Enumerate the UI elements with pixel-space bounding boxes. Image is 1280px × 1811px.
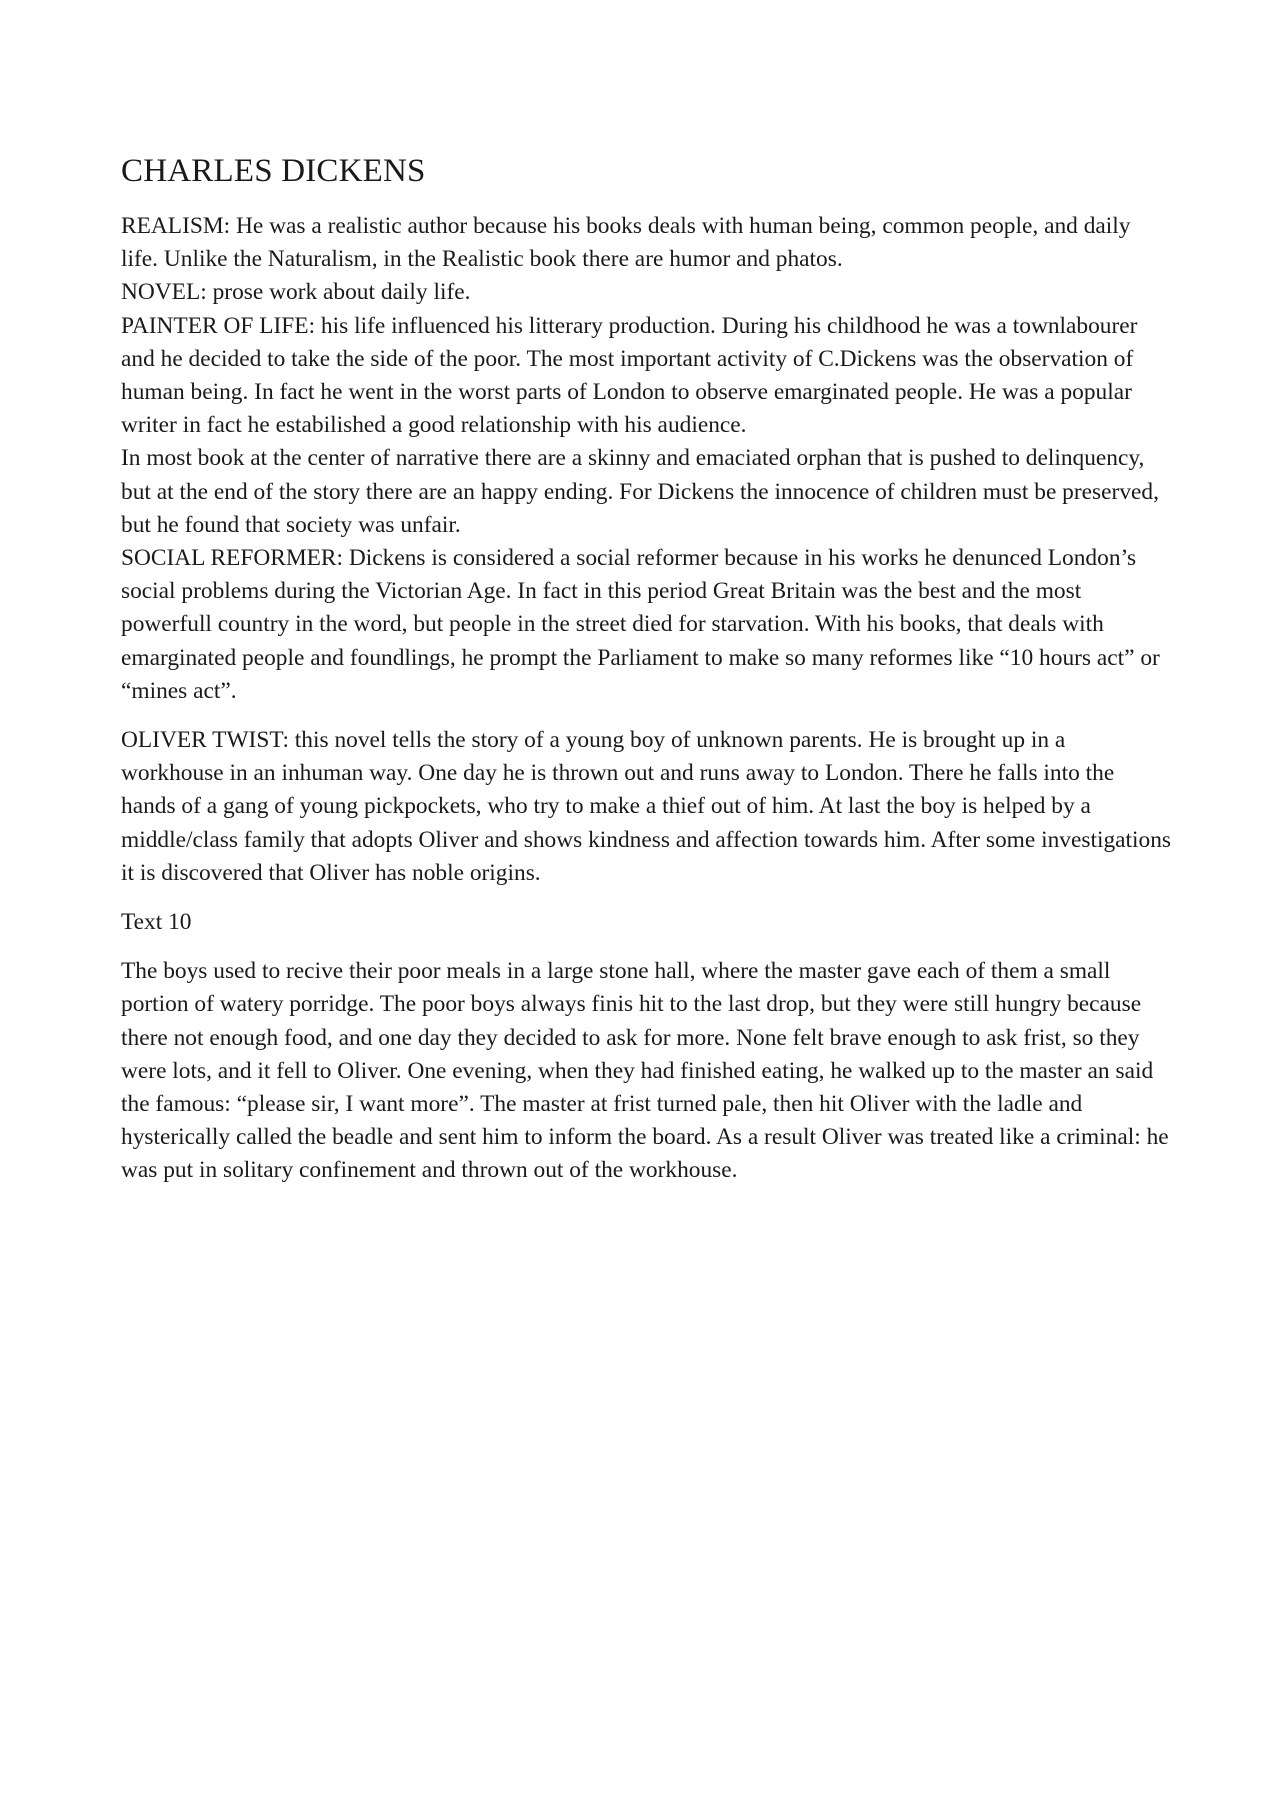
paragraph-painter-of-life: PAINTER OF LIFE: his life influenced his litterary production. During his childhood he was a townlabourer and he decided to take the side of the poor. The most important activity of C.Dickens was the observation of human being. In fact he went in the worst parts of London to observe emarginated people. He was a popular writer in fact he estabilished a good relationship with his audience. [121,312,1138,439]
paragraph-text-heading: Text 10 [121,909,192,936]
paragraph-orphan-narrative: In most book at the center of narrative there are a skinny and emaciated orphan that is pushed to delinquency, but at the end of the story there are an happy ending. For Dickens the innocence of children must be preserved, but he found that society was unfair. [121,445,1159,538]
document-title: CHARLES DICKENS [121,153,426,189]
paragraph-social-reformer: SOCIAL REFORMER: Dickens is considered a social reformer because in his works he denunced London’s social problems during the Victorian Age. In fact in this period Great Britain was the best and the most powerfull country in the word, but people in the street died for starvation. With his books, that deals with emarginated people and foundlings, he prompt the Parliament to make so many reformes like “10 hours act” or “mines act”. [121,545,1160,704]
paragraph-oliver-twist: OLIVER TWIST: this novel tells the story of a young boy of unknown parents. He is brought up in a workhouse in an inhuman way. One day he is thrown out and runs away to London. There he falls into the hands of a gang of young pickpockets, who try to make a thief out of him. At last the boy is helped by a middle/class family that adopts Oliver and shows kindness and affection towards him. After some investigations it is discovered that Oliver has noble origins. [121,727,1172,886]
paragraph-novel: NOVEL: prose work about daily life. [121,279,471,306]
document-body [121,150,1171,1188]
paragraph-realism: REALISM: He was a realistic author because his books deals with human being, common people, and daily life. Unlike the Naturalism, in the Realistic book there are humor and phatos. [121,213,1131,273]
paragraph-text-10: The boys used to recive their poor meals in a large stone hall, where the master gave each of them a small portion of watery porridge. The poor boys always finis hit to the last drop, but they were still hungry because there not enough food, and one day they decided to ask for more. None felt brave enough to ask frist, so they were lots, and it fell to Oliver. One evening, when they had finished eating, he walked up to the master an said the famous: “please sir, I want more”. The master at frist turned pale, then hit Oliver with the ladle and hysterically called the beadle and sent him to inform the board. As a result Oliver was treated like a criminal: he was put in solitary confinement and thrown out of the workhouse. [121,958,1169,1184]
